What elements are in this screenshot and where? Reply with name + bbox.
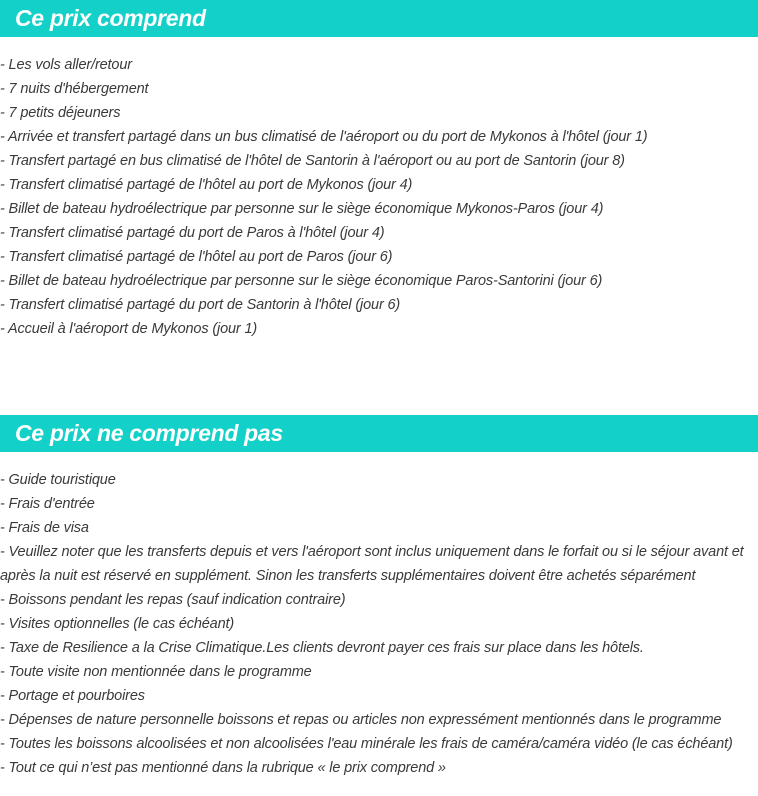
excluded-items-list	[0, 468, 752, 780]
included-item: - Transfert climatisé partagé de l'hôtel au port de Paros (jour 6)	[0, 249, 393, 265]
excluded-item: - Taxe de Resilience a la Crise Climatique.Les clients devront payer ces frais sur place dans les hôtels.	[0, 640, 644, 656]
excluded-item: - Frais de visa	[0, 520, 89, 536]
included-section-title: Ce prix comprend	[0, 0, 758, 37]
excluded-item: - Visites optionnelles (le cas échéant)	[0, 616, 235, 632]
excluded-item: - Frais d'entrée	[0, 496, 95, 512]
included-item: - 7 petits déjeuners	[0, 105, 121, 121]
included-item: - Transfert climatisé partagé de l'hôtel au port de Mykonos (jour 4)	[0, 177, 413, 193]
excluded-item: - Guide touristique	[0, 472, 116, 488]
excluded-item: - Toute visite non mentionnée dans le programme	[0, 664, 312, 680]
included-item: - Transfert partagé en bus climatisé de l'hôtel de Santorin à l'aéroport ou au port de Santorin (jour 8)	[0, 153, 625, 169]
included-item: - Arrivée et transfert partagé dans un bus climatisé de l'aéroport ou du port de Mykonos à l'hôtel (jour 1)	[0, 129, 648, 145]
excluded-item: - Dépenses de nature personnelle boissons et repas ou articles non expressément mentionnés dans le programme	[0, 712, 722, 728]
included-item: - Transfert climatisé partagé du port de Santorin à l'hôtel (jour 6)	[0, 297, 401, 313]
included-item: - Transfert climatisé partagé du port de Paros à l'hôtel (jour 4)	[0, 225, 385, 241]
excluded-item: - Veuillez noter que les transferts depuis et vers l'aéroport sont inclus uniquement dans le forfait ou si le séjour avant et après la nuit est réservé en supplément. Sinon les transferts supplémentaires doivent être achetés séparément	[0, 544, 744, 584]
excluded-item: - Boissons pendant les repas (sauf indication contraire)	[0, 592, 346, 608]
included-item: - Les vols aller/retour	[0, 57, 132, 73]
included-item: - Billet de bateau hydroélectrique par personne sur le siège économique Paros-Santorini (jour 6)	[0, 273, 603, 289]
included-items-list	[0, 53, 752, 341]
excluded-item: - Tout ce qui n’est pas mentionné dans la rubrique « le prix comprend »	[0, 760, 446, 776]
excluded-item: - Portage et pourboires	[0, 688, 145, 704]
included-item: - Billet de bateau hydroélectrique par personne sur le siège économique Mykonos-Paros (jour 4)	[0, 201, 604, 217]
excluded-section-title: Ce prix ne comprend pas	[0, 415, 758, 452]
included-item: - Accueil à l'aéroport de Mykonos (jour 1)	[0, 321, 258, 337]
excluded-item: - Toutes les boissons alcoolisées et non alcoolisées l'eau minérale les frais de caméra/caméra vidéo (le cas échéant)	[0, 736, 733, 752]
included-item: - 7 nuits d'hébergement	[0, 81, 149, 97]
